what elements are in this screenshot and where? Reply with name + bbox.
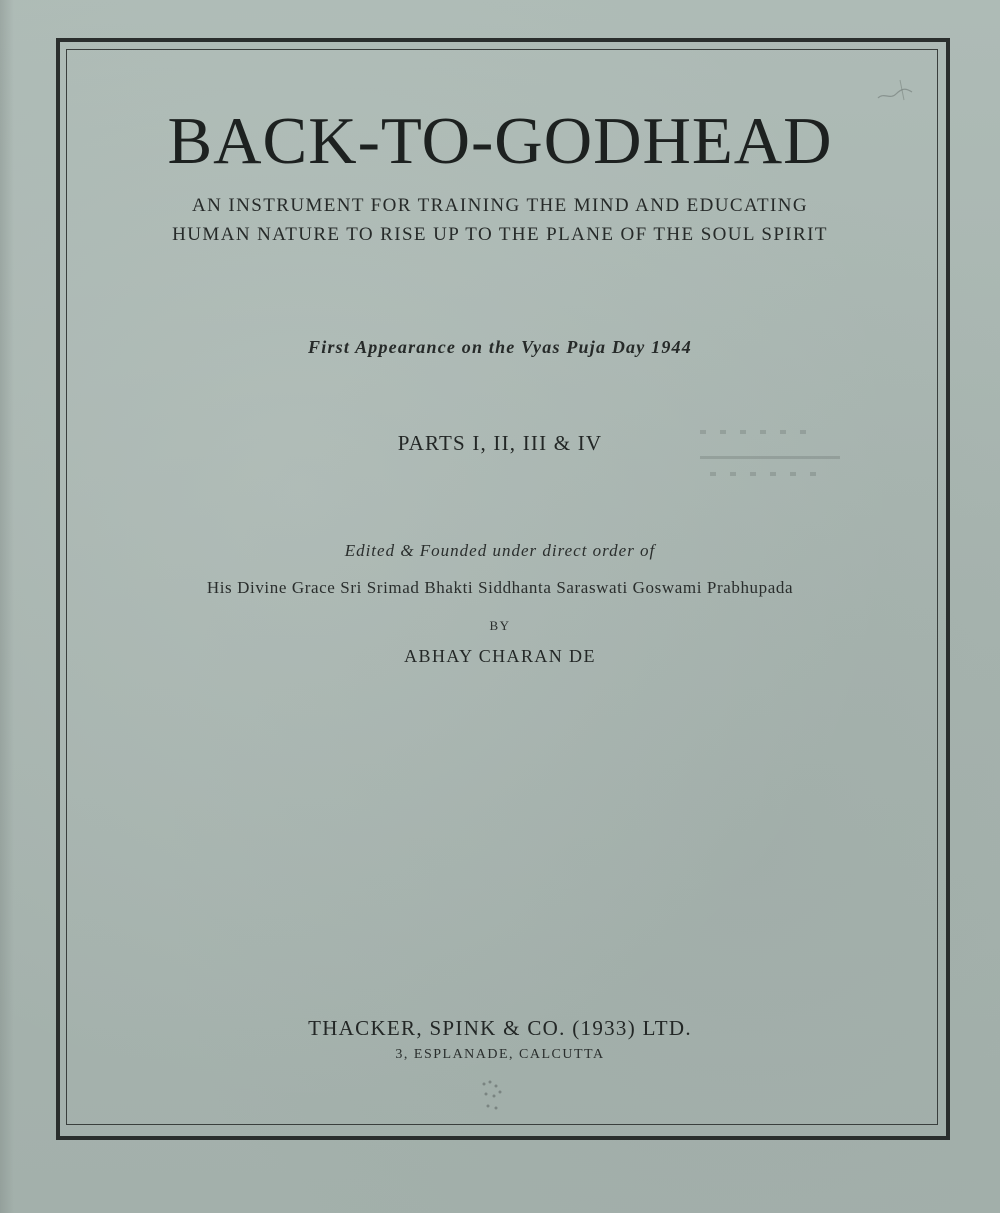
edited-founded-line: Edited & Founded under direct order of — [344, 541, 656, 560]
first-appearance-note: First Appearance on the Vyas Puja Day 1944 — [308, 337, 692, 357]
subtitle-line-2: HUMAN NATURE TO RISE UP TO THE PLANE OF THE SOUL SPIRIT — [172, 224, 828, 245]
parts-heading: PARTS I, II, III & IV — [397, 431, 603, 455]
publisher-name: THACKER, SPINK & CO. (1933) LTD. — [308, 1016, 692, 1040]
paper-edge-shadow — [0, 0, 14, 1213]
spiritual-master-name: His Divine Grace Sri Srimad Bhakti Siddhanta Saraswati Goswami Prabhupada — [206, 578, 794, 597]
by-label: BY — [489, 618, 511, 633]
cover-content — [70, 50, 930, 1120]
subtitle-line-1: AN INSTRUMENT FOR TRAINING THE MIND AND EDUCATING — [192, 195, 808, 216]
publisher-address: 3, ESPLANADE, CALCUTTA — [395, 1047, 605, 1062]
magazine-title: BACK-TO-GODHEAD — [167, 104, 833, 178]
author-name: ABHAY CHARAN DE — [404, 646, 596, 666]
